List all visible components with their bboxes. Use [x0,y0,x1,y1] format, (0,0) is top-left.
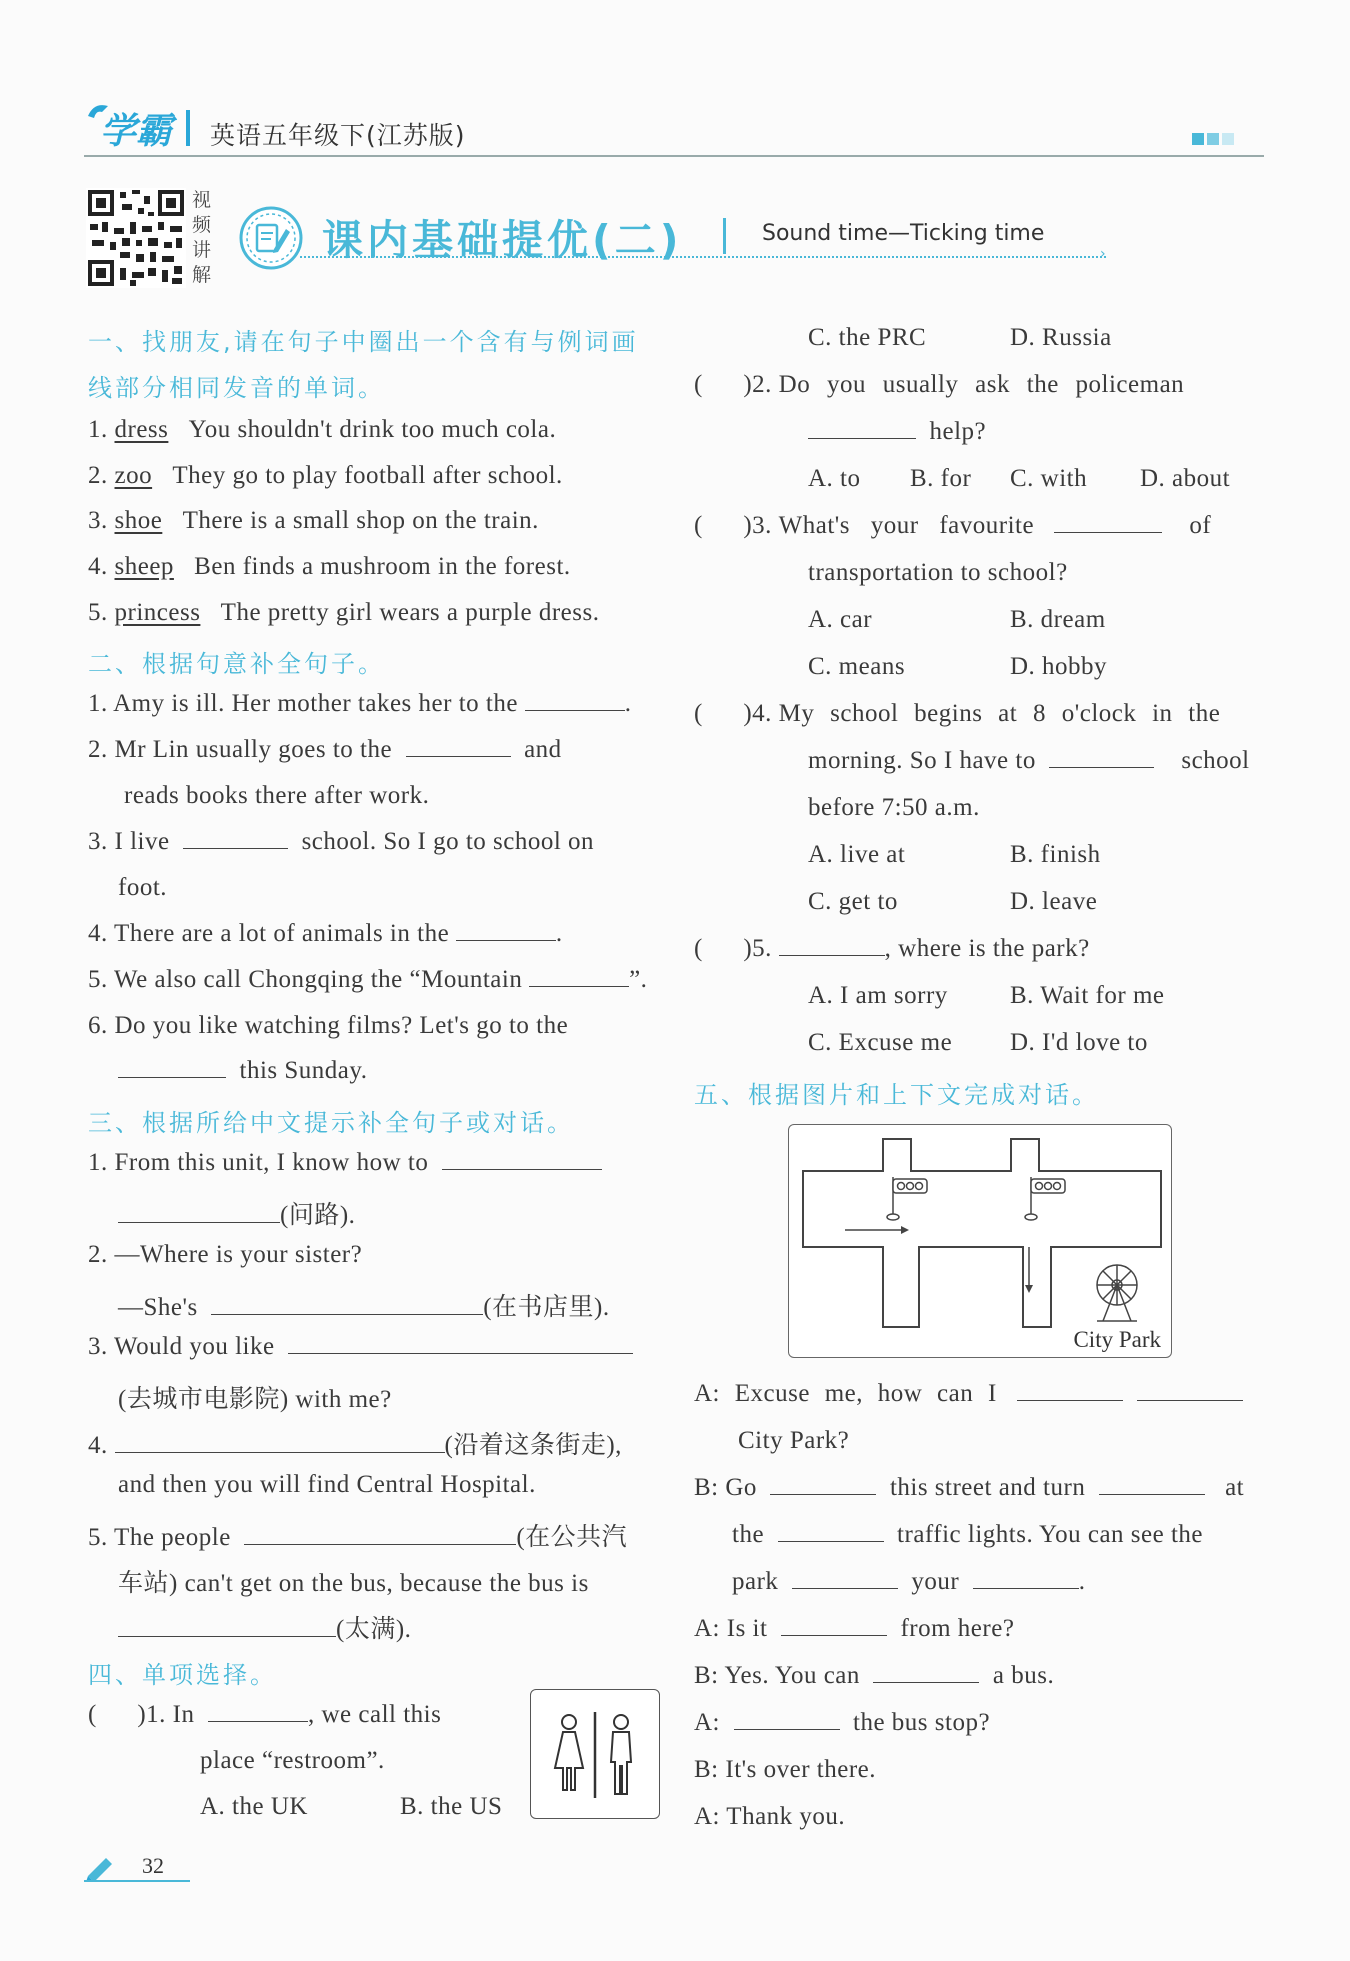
option-a[interactable]: A. live at [808,841,906,868]
question-2-1: 1. Amy is ill. Her mother takes her to the . [88,690,632,717]
question-2-3: 3. I live school. So I go to school on [88,828,595,855]
question-2-2-cont: reads books there after work. [124,782,430,809]
answer-blank[interactable] [1137,1398,1243,1401]
answer-blank[interactable] [1054,530,1162,533]
section1-heading-line1: 一、找朋友,请在句子中圈出一个含有与例词画 [88,328,639,356]
answer-blank[interactable] [808,436,916,439]
list-item: 5. princess The pretty girl wears a purple dress. [88,599,600,626]
answer-blank[interactable] [1017,1398,1123,1401]
question-3-2-cont: —She's (在书店里). [118,1294,610,1321]
option-c[interactable]: C. get to [808,888,898,915]
pencil-note-icon [238,205,304,271]
footer-rule [84,1880,190,1882]
answer-blank[interactable] [529,984,629,987]
dialogue-line-1-cont: City Park? [738,1427,850,1454]
question-3-3-cont: (去城市电影院) with me? [118,1386,392,1413]
option-b[interactable]: B. the US [400,1793,503,1820]
header-rule [84,155,1264,157]
answer-blank[interactable] [1049,765,1154,768]
answer-blank[interactable] [525,708,625,711]
answer-blank[interactable] [792,1586,898,1589]
ferris-wheel-icon [1097,1265,1137,1321]
street-map [788,1124,1172,1358]
question-3-5-cont: 车站) can't get on the bus, because the bus is [118,1570,589,1597]
answer-blank[interactable] [973,1586,1079,1589]
header-squares-icon [1192,130,1234,149]
question-4-2-cont: help? [808,418,986,446]
answer-blank[interactable] [288,1351,633,1354]
answer-blank[interactable] [442,1167,602,1170]
answer-blank[interactable] [211,1312,483,1315]
answer-blank[interactable] [781,1633,887,1636]
option-a[interactable]: A. I am sorry [808,982,948,1009]
dialogue-line-6: B: It's over there. [694,1756,877,1783]
option-b[interactable]: B. dream [1010,606,1106,633]
dialogue-line-2-cont2: park your . [732,1568,1086,1595]
title-divider [723,218,726,254]
question-2-2: 2. Mr Lin usually goes to the and [88,736,562,763]
title-dotted-rule [300,256,1106,258]
page-number: 32 [142,1853,164,1878]
section3-heading: 三、根据所给中文提示补全句子或对话。 [88,1109,574,1137]
section2-heading: 二、根据句意补全句子。 [88,650,385,678]
answer-blank[interactable] [873,1680,979,1683]
arrow-right-icon: › [1100,246,1106,262]
option-c[interactable]: C. the PRC [808,324,927,351]
question-4-1-cont: place “restroom”. [200,1747,385,1774]
brand-name: 学霸 [100,111,173,152]
restroom-icon [531,1690,659,1818]
question-3-5: 5. The people (在公共汽 [88,1524,628,1551]
answer-blank[interactable] [118,1075,226,1078]
option-d[interactable]: D. leave [1010,888,1098,915]
question-3-3: 3. Would you like [88,1333,633,1361]
option-a[interactable]: A. the UK [200,1793,308,1820]
list-item: 3. shoe There is a small shop on the train. [88,507,539,534]
option-b[interactable]: B. for [910,465,972,492]
question-2-4: 4. There are a lot of animals in the . [88,920,563,947]
question-4-3: ( )3. What's your favourite of [694,512,1212,539]
dialogue-line-1: A: Excuse me, how can I [694,1380,1243,1408]
question-4-5: ( )5. , where is the park? [694,935,1090,962]
lesson-subtitle: Sound time—Ticking time [762,221,1045,246]
answer-blank[interactable] [208,1719,308,1722]
question-3-1-cont: (问路). [118,1195,355,1231]
question-3-4-cont: and then you will find Central Hospital. [118,1471,536,1498]
answer-blank[interactable] [244,1542,516,1545]
question-3-4: 4. (沿着这条街走), [88,1432,622,1459]
lesson-title: 课内基础提优(二) [322,216,683,264]
question-4-2: ( )2. Do you usually ask the policeman [694,371,1185,398]
question-4-4: ( )4. My school begins at 8 o'clock in the [694,700,1221,727]
answer-blank[interactable] [118,1220,280,1223]
option-b[interactable]: B. Wait for me [1010,982,1165,1009]
question-2-3-cont: foot. [118,874,168,901]
option-c[interactable]: C. with [1010,465,1088,492]
book-title: 英语五年级下(江苏版) [210,121,466,150]
dialogue-line-7: A: Thank you. [694,1803,846,1830]
qr-code[interactable] [86,188,186,288]
answer-blank[interactable] [118,1634,336,1637]
answer-blank[interactable] [115,1450,445,1453]
dialogue-line-3: A: Is it from here? [694,1615,1015,1642]
option-d[interactable]: D. hobby [1010,653,1108,680]
map-label: City Park [1073,1327,1161,1352]
qr-caption: 视 频 讲 解 [192,189,212,286]
answer-blank[interactable] [406,754,511,757]
answer-blank[interactable] [456,938,556,941]
option-c[interactable]: C. means [808,653,906,680]
list-item: 4. sheep Ben finds a mushroom in the forest. [88,553,571,580]
header-divider [186,110,190,146]
question-2-6-cont: this Sunday. [118,1057,368,1085]
answer-blank[interactable] [779,953,885,956]
option-d[interactable]: D. about [1140,465,1231,492]
option-d[interactable]: D. Russia [1010,324,1112,351]
dialogue-line-5: A: the bus stop? [694,1709,991,1736]
option-d[interactable]: D. I'd love to [1010,1029,1148,1056]
question-2-5: 5. We also call Chongqing the “Mountain ”. [88,966,648,993]
option-a[interactable]: A. car [808,606,873,633]
question-4-1: ( )1. In , we call this [88,1701,442,1728]
question-3-5-cont2: (太满). [118,1609,411,1645]
dialogue-line-2: B: Go this street and turn at [694,1474,1245,1501]
option-a[interactable]: A. to [808,465,861,492]
restroom-sign [530,1689,660,1819]
section1-heading-line2: 线部分相同发音的单词。 [88,374,385,402]
list-item: 2. zoo They go to play football after school. [88,462,563,489]
dialogue-line-4: B: Yes. You can a bus. [694,1662,1055,1689]
answer-blank[interactable] [770,1492,876,1495]
question-3-2: 2. —Where is your sister? [88,1241,363,1268]
dialogue-line-2-cont: the traffic lights. You can see the [732,1521,1204,1548]
answer-blank[interactable] [183,846,288,849]
answer-blank[interactable] [778,1539,884,1542]
option-c[interactable]: C. Excuse me [808,1029,953,1056]
answer-blank[interactable] [1099,1492,1205,1495]
option-b[interactable]: B. finish [1010,841,1101,868]
question-2-6: 6. Do you like watching films? Let's go to the [88,1012,569,1039]
question-4-4-cont: morning. So I have to school [808,747,1250,774]
answer-blank[interactable] [734,1727,840,1730]
section4-heading: 四、单项选择。 [88,1661,277,1689]
question-4-4-cont2: before 7:50 a.m. [808,794,980,821]
list-item: 1. dress You shouldn't drink too much cola. [88,416,557,443]
question-4-3-cont: transportation to school? [808,559,1068,586]
section5-heading: 五、根据图片和上下文完成对话。 [694,1081,1099,1109]
question-3-1: 1. From this unit, I know how to [88,1149,602,1177]
